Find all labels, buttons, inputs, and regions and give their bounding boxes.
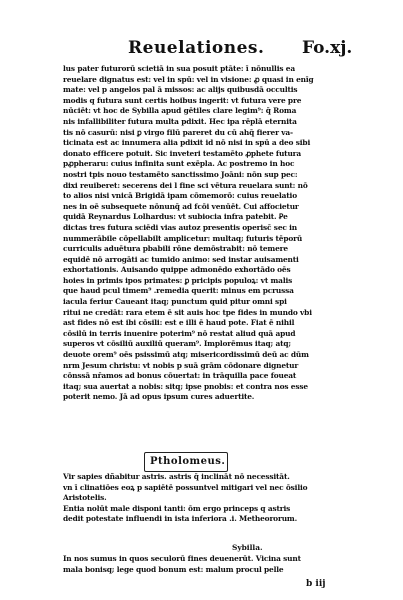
text-line: cōsilū in terris inuenire poterim⁹ nō restat aliud quā apud [63, 328, 296, 338]
text-line: modis q futura sunt certis hoibus ingerit: vt futura vere pre [63, 95, 302, 105]
signature-mark: b iij [306, 579, 326, 589]
text-line: nostri tpis nouo testamēto sanctissimo Joāni: nōn sup pec: [63, 169, 298, 179]
section-heading: Ptholomeus. [150, 456, 226, 467]
text-line: reuelare dignatus est: vel in spū: vel in visione: ꝓ quasi in enīg [63, 74, 314, 84]
text-line: dictas tres futura sciēdi vias autoz presentis operisc̄ sec in [63, 222, 298, 232]
text-line: ritui ne credāt: rara etem ē sit auis hoc tpe fides in mundo vbi [63, 307, 312, 317]
text-line: Entia nolūt male disponi tanti: ōm ergo princeps q astris [63, 503, 291, 513]
text-line: superos vt cōsiliū auxiliū queram⁹. Implorēmus itaq; atq; [63, 339, 292, 349]
text-line: dedit potestate influendi in ista inferiora .i. Metheororum. [63, 514, 298, 524]
text-line: Vir sapies dñabitur astris. astris q̄ inclināt nō necessitāt. [63, 472, 290, 481]
text-line: ticinata est ac innumera alia pdixit id nō nisi in spū a deo sibi [63, 138, 311, 148]
main-text-block [63, 64, 368, 403]
text-line: cōnssā nr̄amos ad bonus cōuertat: in trāquilla pace foueat [63, 371, 297, 381]
text-line: exhortationis. Auisando quippe admonēdo exhortādo oēs [63, 265, 291, 275]
text-line: deuote orem⁹ oēs psissimū atq; misericordissimū deū ac dūm [63, 350, 309, 360]
folio-number: Fo.xj. [302, 38, 353, 58]
text-line: quidā Reynardus Lolhardus: vt subiocia infra patebit. Ꝑe [63, 212, 288, 222]
text-line: to alios nisi vnicā Brigidā ipam cōmemorō: cuius reuelatio [63, 191, 297, 201]
text-line: curriculis aduētura pbabili rōne demōstrabit: nō temere [63, 244, 288, 254]
text-line: hoies in primis ipos primates: ꝑ pricipis populoꝝ: vt malis [63, 275, 293, 285]
sybilla-label: Sybilla. [232, 543, 263, 552]
running-header-title: Reuelationes. [128, 38, 265, 58]
text-line: vn ī clinatiōes eoꝝ p sapiētē possuntvel mitigari vel nec ōsilio [63, 482, 308, 492]
ptholomeus-text-block [63, 472, 368, 525]
text-line: dixi reuiberet: secerens dei l fine sci vētura reuelara sunt: nō [63, 180, 308, 190]
text-line: tis nō casurū: nisi ꝑ virgo filū pareret du cū ahq̄ fierer va- [63, 127, 293, 137]
text-line: pꝓpheraru: cuius infinita sunt exēpla. Ac postremo in hoc [63, 159, 295, 169]
text-line: donato efficere potuit. Sic inveteri testamēto ꝓphete futura [63, 148, 302, 158]
text-line: Aristotelis. [63, 493, 107, 503]
text-line: nrm Jesum christu: vt nobis p suā grām cōdonare dignetur [63, 360, 299, 370]
text-line: nes in oē subsequete nōnunq̄ ad fcōi venūēt. Cui affocietur [63, 201, 299, 211]
text-line: nūciēt: vt hoc de Sybilla apud gētiles clare legim⁹: q̄ Roma [63, 106, 297, 116]
text-line: In nos sumus in quos seculorū fines deuenerūt. Vicina sunt [63, 554, 301, 563]
sybilla-text-block [63, 554, 368, 575]
text-line: itaq; sua auertat a nobis: sitq; ipse pnobis: et contra nos esse [63, 381, 308, 391]
text-line: mate: vel p angelos pal ā missos: ac alijs quibusdā occultis [63, 85, 298, 95]
text-line: nummerābile cōpellabilt amplicetur: multaq; futuris tēporū [63, 233, 303, 243]
text-line: iacula feriur Caueant itaq; punctum quid pitur omni spi [63, 297, 287, 307]
text-line: lus pater futurorū scietiā in sua posuit ptāte: ī nōnullis ea [63, 64, 296, 73]
text-line: que haud pcul timem⁹ .remedia querit: minus em pcrussa [63, 286, 294, 296]
text-line: poterit nemo. Jā ad opus ipsum cures aduertite. [63, 392, 255, 402]
text-line: mala bonisq; lege quod bonum est: malum procul pelle [63, 564, 284, 574]
text-line: equidē nō arrogāti ac tumido animo: sed instar auisamenti [63, 254, 299, 264]
text-line: nis infallibiliter futura multa pdixit. Hec ipa rēplā eternita [63, 116, 297, 126]
text-line: ast fides nō est ibi cōsili: est e illi ē haud pote. Fiat ē nihil [63, 318, 295, 328]
